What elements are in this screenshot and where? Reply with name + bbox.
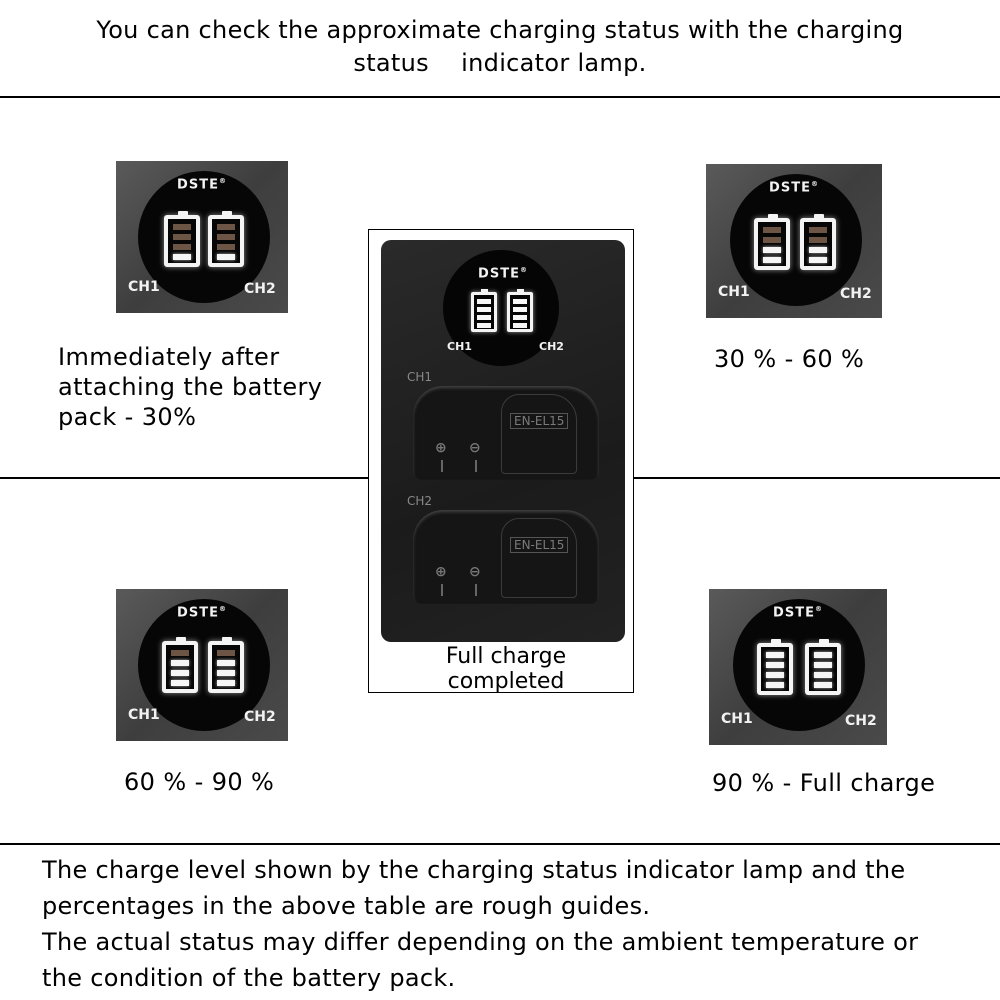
footer-line-4: the condition of the battery pack.: [42, 964, 456, 992]
ch2-label: CH2: [244, 281, 276, 297]
footer-line-2: percentages in the above table are rough guides.: [42, 892, 651, 920]
indicator-photo-90-full: [709, 589, 887, 745]
ch1-label: CH1: [718, 284, 750, 300]
battery-icon-ch2: [208, 215, 244, 267]
footer-line-1: The charge level shown by the charging status indicator lamp and the: [42, 856, 906, 884]
brand-logo: DSTE®: [177, 177, 227, 193]
battery-icon-ch2: [208, 641, 244, 693]
charger-photo: [381, 240, 625, 642]
charger-caption: Full charge completed: [445, 644, 567, 694]
header-line-2: status indicator lamp.: [353, 49, 647, 77]
slot1-label: CH1: [407, 370, 433, 384]
footer-note: [42, 852, 982, 996]
caption-60-90: 60 % - 90 %: [124, 768, 275, 796]
slot2-label: CH2: [407, 494, 433, 508]
battery-icon-ch1: [757, 643, 793, 695]
indicator-photo-60-90: [116, 589, 288, 741]
brand-logo: DSTE®: [773, 605, 823, 621]
caption-30-60: 30 % - 60 %: [714, 345, 865, 373]
divider-top: [0, 96, 1000, 98]
charger-battery-icon-ch2: [507, 292, 533, 332]
ch1-label: CH1: [128, 707, 160, 723]
header-line-1: You can check the approximate charging status with the charging: [96, 16, 904, 44]
header-instruction: [0, 14, 1000, 80]
charger-battery-icon-ch1: [471, 292, 497, 332]
ch2-label: CH2: [244, 709, 276, 725]
footer-line-3: The actual status may differ depending on the ambient temperature or: [42, 928, 919, 956]
battery-model-label: EN-EL15: [510, 537, 568, 553]
battery-icon-ch1: [754, 218, 790, 270]
ch1-label: CH1: [721, 711, 753, 727]
battery-icon-ch1: [164, 215, 200, 267]
indicator-photo-30-60: [706, 164, 882, 318]
battery-slot-2: EN-EL15 ⊕ ⊖: [413, 510, 599, 604]
charger-ch2-label: CH2: [539, 340, 564, 353]
battery-slot-1: EN-EL15 ⊕ ⊖: [413, 386, 599, 480]
ch2-label: CH2: [840, 286, 872, 302]
charger-ch1-label: CH1: [447, 340, 472, 353]
caption-90-full: 90 % - Full charge: [712, 769, 936, 797]
divider-bottom: [0, 843, 1000, 845]
brand-logo: DSTE®: [177, 605, 227, 621]
ch2-label: CH2: [845, 713, 877, 729]
indicator-photo-30: [116, 161, 288, 313]
ch1-label: CH1: [128, 279, 160, 295]
divider-middle-right: [634, 477, 1000, 479]
divider-middle-left: [0, 477, 368, 479]
caption-30: Immediately after attaching the battery pack - 30%: [58, 343, 323, 431]
battery-model-label: EN-EL15: [510, 413, 568, 429]
battery-icon-ch2: [805, 643, 841, 695]
charger-brand-logo: DSTE®: [478, 266, 528, 282]
brand-logo: DSTE®: [769, 180, 819, 196]
battery-icon-ch1: [162, 641, 198, 693]
battery-icon-ch2: [800, 218, 836, 270]
